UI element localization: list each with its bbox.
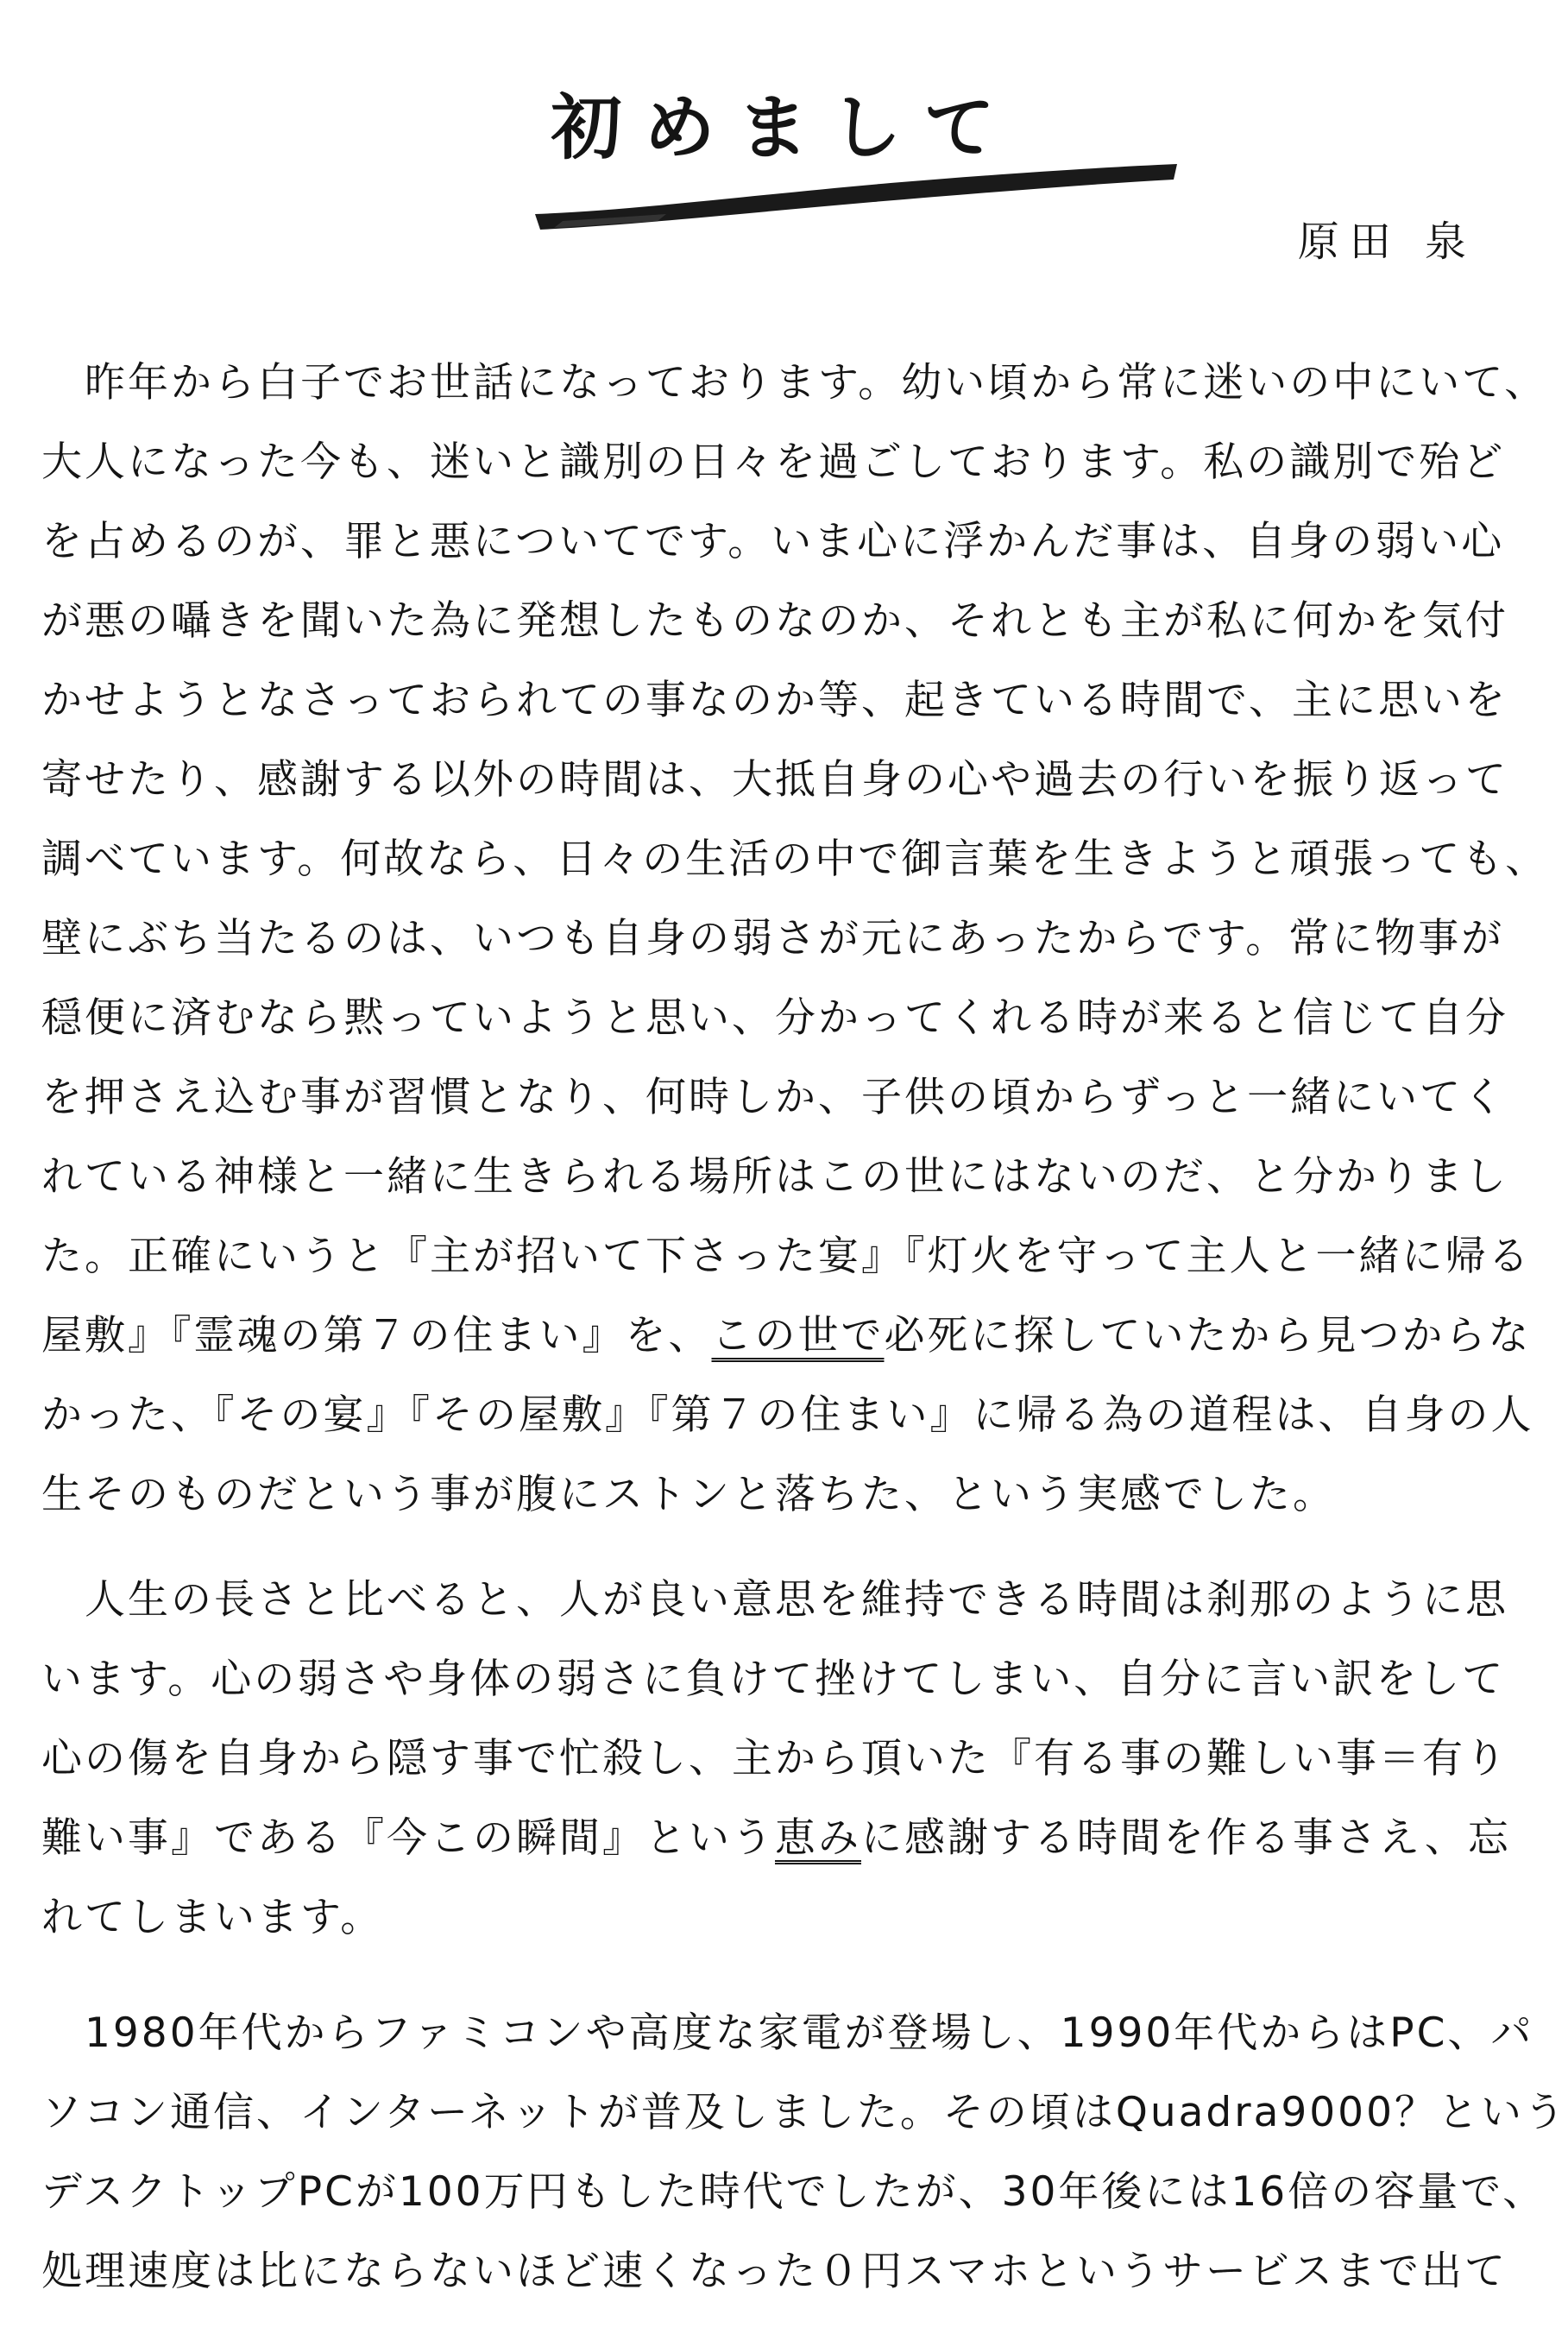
text-line: 1980年代からファミコンや高度な家電が登場し、1990年代からはPC、パ: [85, 2009, 1534, 2057]
text-line: デスクトップPCが100万円もした時代でしたが、30年後には16倍の容量で、: [41, 2168, 1546, 2216]
text-segment: 必死に探していたから見つからな: [884, 1312, 1532, 1359]
paragraph-1: [41, 344, 1549, 1535]
underlined-phrase: この世で: [711, 1312, 885, 1359]
text-line: 生そのものだという事が腹にストンと落ちた、という実感でした。: [41, 1471, 1336, 1518]
text-line-with-underline: [41, 1799, 1531, 1878]
text-line: れてしまいます。: [41, 1894, 384, 1941]
text-line: れている神様と一緒に生きられる場所はこの世にはないのだ、と分かりまし: [41, 1153, 1508, 1201]
text-line: 昨年から白子でお世話になっております。幼い頃から常に迷いの中にいて、: [85, 359, 1548, 407]
text-line: を占めるのが、罪と悪についてです。いま心に浮かんだ事は、自身の弱い心: [41, 518, 1505, 565]
text-line: た。正確にいうと『主が招いて下さった宴』『灯火を守って主人と一緒に帰る: [41, 1233, 1532, 1280]
text-line: 壁にぶち当たるのは、いつも自身の弱さが元にあったからです。常に物事が: [41, 915, 1505, 962]
text-segment: 難い事』である『今この瞬間』という: [41, 1814, 775, 1862]
text-line: 処理速度は比にならないほど速くなった０円スマホというサービスまで出て: [41, 2248, 1508, 2295]
text-line: かった、『その宴』『その屋敷』『第７の住まい』に帰る為の道程は、自身の人: [41, 1391, 1534, 1439]
page-title: 初めまして: [551, 87, 1017, 169]
brush-stroke-underline: [528, 161, 1184, 238]
text-segment: に感謝する時間を作る事さえ、忘: [861, 1814, 1511, 1862]
paragraph-2: [41, 1561, 1531, 1958]
text-line: ソコン通信、インターネットが普及しました。その頃はQuadra9000？という: [41, 2089, 1567, 2136]
text-line: が悪の囁きを聞いた為に発想したものなのか、それとも主が私に何かを気付: [41, 597, 1508, 645]
text-line: かせようとなさっておられての事なのか等、起きている時間で、主に思いを: [41, 677, 1508, 724]
text-line-with-underline: [41, 1296, 1531, 1376]
text-line: 調べています。何故なら、日々の生活の中で御言葉を生きようと頑張っても、: [41, 836, 1549, 883]
text-line: 寄せたり、感謝する以外の時間は、大抵自身の心や過去の行いを振り返って: [41, 756, 1508, 804]
text-line: 大人になった今も、迷いと識別の日々を過ごしております。私の識別で殆ど: [41, 438, 1506, 486]
text-segment: 屋敷』『霊魂の第７の住まい』を、: [41, 1312, 712, 1359]
text-line: を押さえ込む事が習慣となり、何時しか、子供の頃からずっと一緒にいてく: [41, 1074, 1507, 1121]
text-line: 穏便に済むなら黙っていようと思い、分かってくれる時が来ると信じて自分: [41, 994, 1508, 1042]
text-line: 人生の長さと比べると、人が良い意思を維持できる時間は刹那のように思: [85, 1576, 1508, 1624]
underlined-phrase: 恵み: [775, 1814, 861, 1862]
author-name: 原田 泉: [1297, 218, 1477, 266]
paragraph-3: [41, 1994, 1567, 2312]
text-line: います。心の弱さや身体の弱さに負けて挫けてしまい、自分に言い訳をして: [41, 1656, 1506, 1703]
text-line: 心の傷を自身から隠す事で忙殺し、主から頂いた『有る事の難しい事＝有り: [41, 1735, 1508, 1782]
